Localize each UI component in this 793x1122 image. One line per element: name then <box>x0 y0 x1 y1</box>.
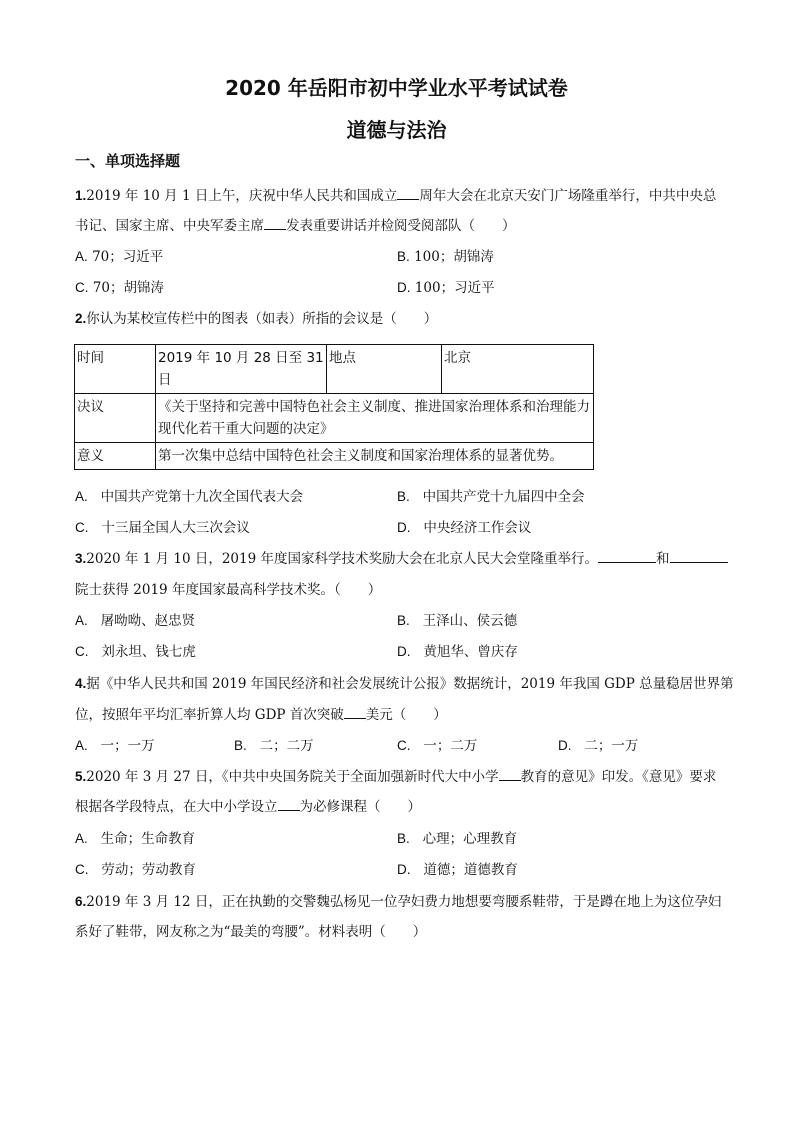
table-row <box>75 443 594 470</box>
option-b: B. 100；胡锦涛 <box>397 249 494 265</box>
table-cell-label: 地点 <box>327 345 442 394</box>
option-c: C. 劳动；劳动教育 <box>75 862 196 878</box>
table-row <box>75 394 594 443</box>
question-1-line-2: 书记、国家主席、中央军委主席 发表重要讲话并检阅受阅部队（ ） <box>75 218 516 234</box>
question-1-line-1: 1.2019 年 10 月 1 日上午，庆祝中华人民共和国成立 周年大会在北京天安门广场隆重举行，中共中央总 <box>75 188 717 204</box>
subject-title: 道德与法治 <box>346 118 447 142</box>
table-cell-value: 第一次集中总结中国特色社会主义制度和国家治理体系的显著优势。 <box>156 443 594 470</box>
option-c: C. 70；胡锦涛 <box>75 280 164 296</box>
option-b: B. 王泽山、侯云德 <box>397 613 518 629</box>
question-number: 1. <box>75 188 87 203</box>
question-5-line-2: 根据各学段特点，在大中小学设立 为必修课程（ ） <box>75 799 421 815</box>
question-number: 5. <box>75 769 87 784</box>
option-b: B. 二；二万 <box>234 738 314 754</box>
option-a: A. 屠呦呦、赵忠贤 <box>75 613 196 629</box>
question-5-line-1: 5.2020 年 3 月 27 日，《中共中央国务院关于全面加强新时代大中小学 教育的意见》印发。《意见》要求 <box>75 769 717 785</box>
option-a: A. 70；习近平 <box>75 249 164 265</box>
section-heading: 一、单项选择题 <box>75 152 181 170</box>
option-a: A. 一；一万 <box>75 738 155 754</box>
answer-blank <box>278 798 300 811</box>
answer-blank <box>344 706 366 719</box>
table-cell-label: 决议 <box>75 394 156 443</box>
table-cell-value: 《关于坚持和完善中国特色社会主义制度、推进国家治理体系和治理能力现代化若干重大问题的决定》 <box>156 394 594 443</box>
question-3-line-1: 3.2020 年 1 月 10 日，2019 年度国家科学技术奖励大会在北京人民大会堂隆重举行。 和 <box>75 547 725 567</box>
answer-blank <box>397 187 419 200</box>
option-a: A. 生命；生命教育 <box>75 831 196 847</box>
table-cell-label: 时间 <box>75 345 156 394</box>
question-4-line-1: 4.据《中华人民共和国 2019 年国民经济和社会发展统计公报》数据统计，2019 年我国 GDP 总量稳居世界第 <box>75 676 734 692</box>
question-3-line-2: 院士获得 2019 年度国家最高科学技术奖。（ ） <box>75 582 382 598</box>
option-a: A. 中国共产党第十九次全国代表大会 <box>75 489 304 505</box>
answer-blank <box>264 217 286 230</box>
option-b: B. 心理；心理教育 <box>397 831 518 847</box>
question-number: 2. <box>75 311 87 326</box>
option-c: C. 十三届全国人大三次会议 <box>75 520 250 536</box>
question-number: 4. <box>75 676 87 691</box>
option-d: D. 二；一万 <box>558 738 639 754</box>
answer-blank <box>598 550 656 563</box>
table-cell-value: 北京 <box>442 345 594 394</box>
option-d: D. 中央经济工作会议 <box>397 520 532 536</box>
option-c: C. 一；二万 <box>397 738 478 754</box>
answer-blank <box>670 550 728 563</box>
question-6-line-2: 系好了鞋带，网友称之为“最美的弯腰”。材料表明（ ） <box>75 924 427 940</box>
question-number: 6. <box>75 894 87 909</box>
table-row <box>75 345 594 394</box>
exam-title: 2020 年岳阳市初中学业水平考试试卷 <box>225 76 568 100</box>
option-c: C. 刘永坦、钱七虎 <box>75 644 196 660</box>
option-d: D. 100；习近平 <box>397 280 495 296</box>
option-d: D. 黄旭华、曾庆存 <box>397 644 518 660</box>
option-b: B. 中国共产党十九届四中全会 <box>397 489 585 505</box>
meeting-info-table <box>74 344 594 470</box>
option-d: D. 道德；道德教育 <box>397 862 518 878</box>
question-6-line-1: 6.2019 年 3 月 12 日，正在执勤的交警魏弘杨见一位孕妇费力地想要弯腰系鞋带，于是蹲在地上为这位孕妇 <box>75 894 722 910</box>
table-cell-value: 2019 年 10 月 28 日至 31 日 <box>156 345 327 394</box>
question-number: 3. <box>75 551 87 566</box>
question-4-line-2: 位，按照年平均汇率折算人均 GDP 首次突破 美元（ ） <box>75 707 447 723</box>
table-cell-label: 意义 <box>75 443 156 470</box>
answer-blank <box>499 768 521 781</box>
question-2-line-1: 2.你认为某校宣传栏中的图表（如表）所指的会议是（ ） <box>75 311 438 327</box>
